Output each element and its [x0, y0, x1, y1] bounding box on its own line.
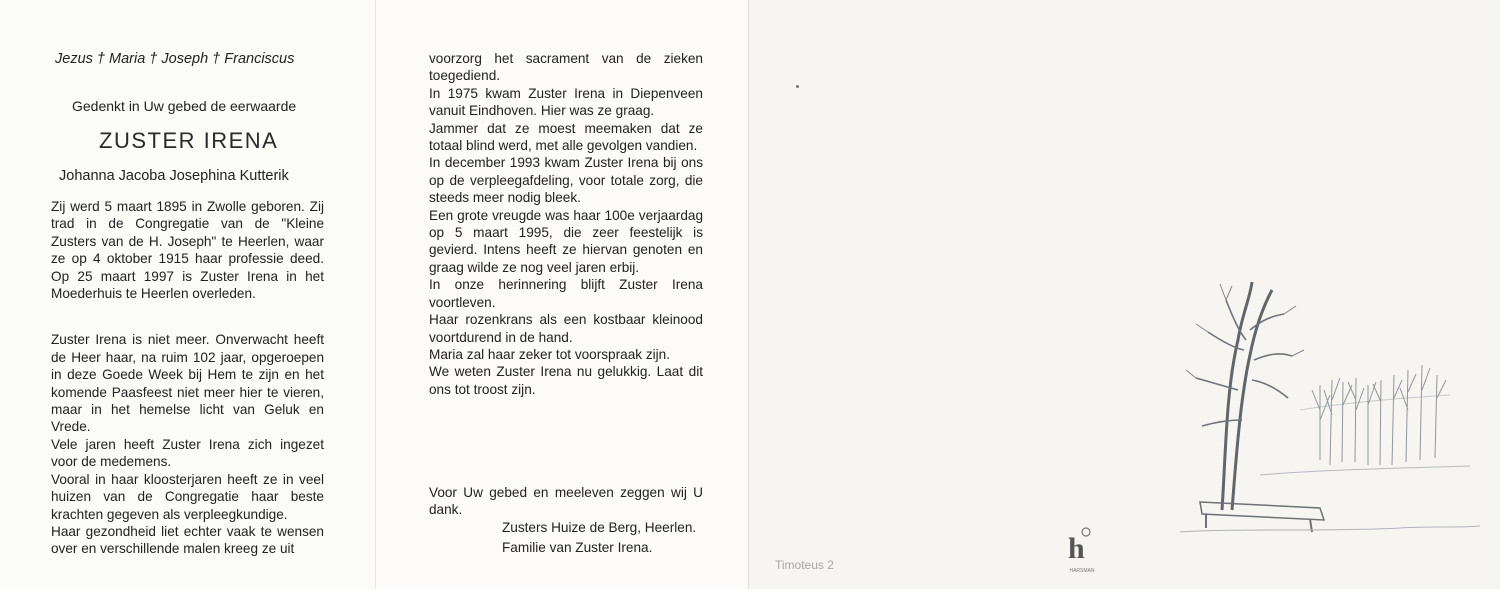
paragraph: Jammer dat ze moest meemaken dat ze totaal blind werd, met alle gevolgen vandien.: [429, 120, 703, 154]
paragraph: In december 1993 kwam Zuster Irena bij ons op de verpleegafdeling, voor totale zorg, die steeds meer nodig bleek.: [429, 155, 703, 206]
deceased-name: ZUSTER IRENA: [99, 128, 279, 153]
signature-line: Zusters Huize de Berg, Heerlen.: [502, 520, 697, 535]
left-column-text: [51, 198, 324, 558]
logo-letter: h: [1068, 532, 1085, 565]
logo-text: HARSMAN: [1069, 568, 1095, 574]
signature-line: Familie van Zuster Irena.: [502, 540, 653, 555]
publisher-logo-icon: [1064, 526, 1100, 578]
paragraph: Zij werd 5 maart 1895 in Zwolle geboren. Zij trad in de Congregatie van de "Kleine Zusters van de H. Joseph" te Heerlen, waar ze op 4 oktober 1915 haar professie deed. Op 25 maart 1997 is Zuster Irena in het Moederhuis te Heerlen overleden.: [51, 199, 324, 302]
deceased-full-name: Johanna Jacoba Josephina Kutterik: [59, 168, 289, 184]
card-left-panel: [0, 0, 375, 589]
paragraph: In onze herinnering blijft Zuster Irena voortleven.: [429, 277, 703, 310]
closing-paragraph: Voor Uw gebed en meeleven zeggen wij U dank.: [429, 485, 703, 518]
paragraph: In 1975 kwam Zuster Irena in Diepenveen vanuit Eindhoven. Hier was ze graag.: [429, 85, 703, 119]
paragraph: Haar gezondheid liet echter vaak te wensen over en verschillende malen kreeg ze uit: [51, 523, 324, 557]
intro-line: Gedenkt in Uw gebed de eerwaarde: [72, 98, 297, 114]
motto: Jezus † Maria † Joseph † Franciscus: [55, 51, 295, 67]
paragraph: Een grote vreugde was haar 100e verjaardag op 5 maart 1995, die zeer feestelijk is gevierd. Intens heeft ze hiervan genoten en graag wilde ze nog veel jaren erbij.: [429, 207, 703, 275]
middle-column-text: [429, 50, 703, 398]
paragraph: Zuster Irena is niet meer. Onverwacht heeft de Heer haar, na ruim 102 jaar, opgeroepen in deze Goede Week bij Hem te zijn en het komende Paasfeest niet meer hier te vieren, maar in het hemelse licht van Geluk en Vrede.: [51, 332, 324, 435]
paragraph: voorzorg het sacrament van de zieken toegediend.: [429, 51, 703, 84]
paragraph: Vooral in haar kloosterjaren heeft ze in veel huizen van de Congregatie haar beste krachten gegeven als verpleegkundige.: [51, 471, 324, 522]
paragraph: Maria zal haar zeker tot voorspraak zijn.: [429, 346, 671, 362]
winter-landscape-sketch: [1180, 270, 1480, 550]
signature-block: [502, 518, 696, 558]
paragraph: We weten Zuster Irena nu gelukkig. Laat dit ons tot troost zijn.: [429, 364, 703, 397]
closing-text: [429, 484, 703, 519]
paper-speck: [796, 85, 799, 88]
paragraph: Vele jaren heeft Zuster Irena zich ingezet voor de medemens.: [51, 436, 324, 470]
paragraph: Haar rozenkrans als een kostbaar kleinood voortdurend in de hand.: [429, 312, 703, 345]
card-series-label: Timoteus 2: [775, 558, 834, 572]
